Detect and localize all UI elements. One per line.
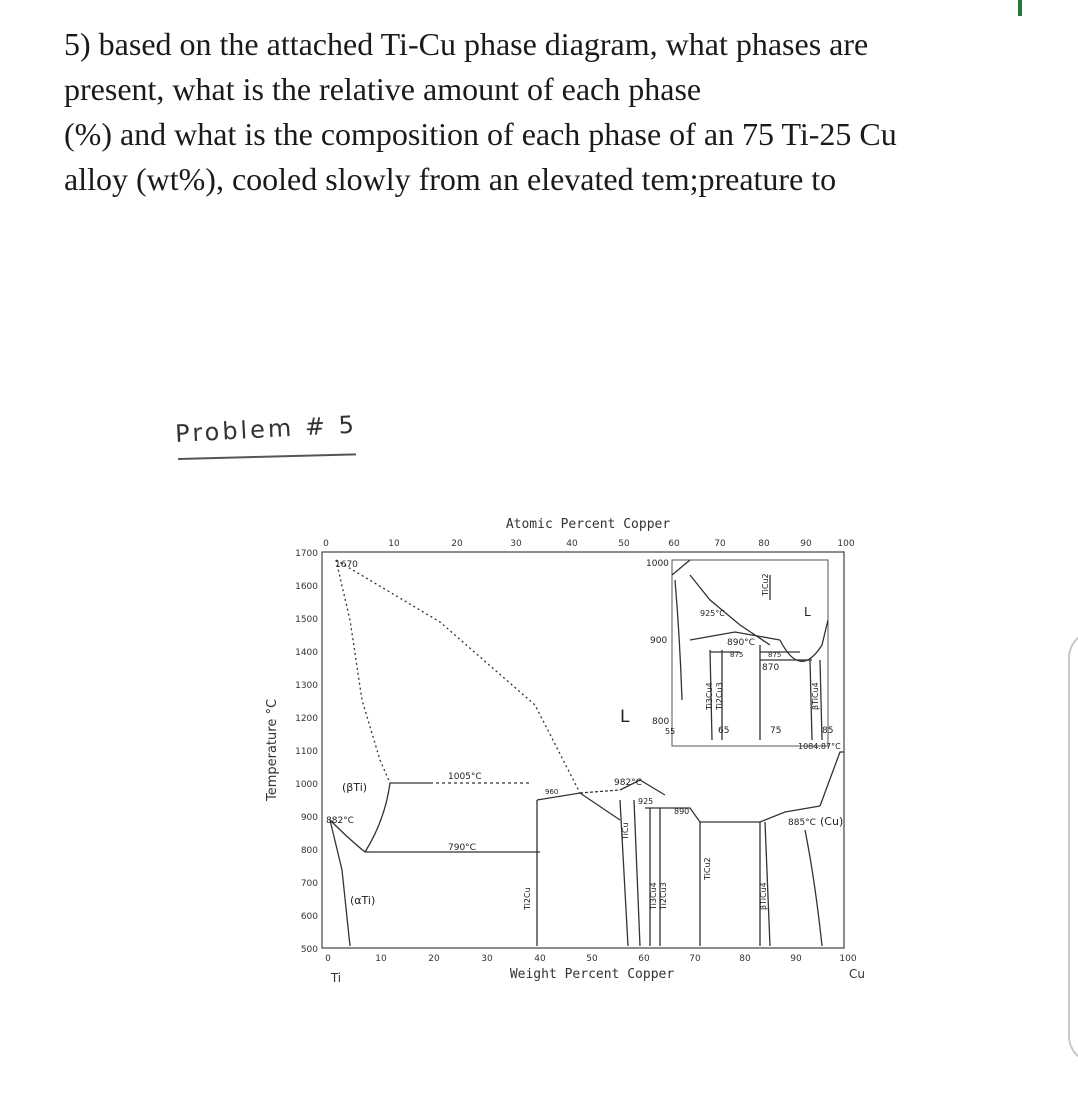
label-982: 982°C <box>614 778 642 788</box>
handwritten-problem-label: Problem # 5 <box>174 410 358 448</box>
y-tick: 1200 <box>295 714 318 724</box>
top-tick: 40 <box>566 539 578 549</box>
y-axis-title: Temperature °C <box>265 698 280 802</box>
label-beta-ti: (βTi) <box>342 781 368 794</box>
y-tick: 700 <box>300 879 318 889</box>
top-tick: 100 <box>837 539 855 549</box>
label-1000: 1000 <box>646 559 669 569</box>
label-890c: 890°C <box>727 638 755 648</box>
label-55: 55 <box>665 727 676 736</box>
bottom-tick: 0 <box>325 954 331 964</box>
beta-boundary <box>365 783 430 852</box>
eutectic-925-line <box>645 808 760 822</box>
bottom-tick: 50 <box>586 954 598 964</box>
label-ticu2-arrow: TiCu2 <box>761 573 770 596</box>
top-tick: 70 <box>714 539 726 549</box>
y-tick: 1400 <box>295 648 318 658</box>
y-tick: 1000 <box>295 780 318 790</box>
label-ticu4-lower: βTiCu4 <box>759 882 768 910</box>
y-tick: 500 <box>300 945 318 955</box>
label-ti2cu3-upper: Ti2Cu3 <box>715 682 724 710</box>
y-tick: 1300 <box>295 681 318 691</box>
bottom-tick-labels <box>325 954 857 964</box>
label-alpha-ti: (αTi) <box>350 894 376 907</box>
label-1005: 1005°C <box>448 772 482 782</box>
cu-liquidus <box>820 752 844 806</box>
label-liquid-mid: L <box>620 707 630 727</box>
label-ticu: TiCu <box>621 822 630 840</box>
label-ti2cu: Ti2Cu <box>523 887 532 910</box>
top-tick: 50 <box>618 539 630 549</box>
liquidus-left-dotted <box>336 560 390 783</box>
label-882: 882°C <box>326 816 354 826</box>
question-line-3: (%) and what is the composition of each phase of an 75 Ti-25 Cu <box>64 116 897 152</box>
label-cu-phase: (Cu) <box>820 815 844 828</box>
question-line-2: present, what is the relative amount of each phase <box>64 71 702 107</box>
question-line-1: 5) based on the attached Ti-Cu phase diagram, what phases are <box>64 26 869 62</box>
label-925: 925 <box>638 797 654 806</box>
label-885: 885°C <box>788 818 816 828</box>
y-tick: 1600 <box>295 582 318 592</box>
label-925c: 925°C <box>700 609 725 618</box>
bottom-tick: 30 <box>481 954 493 964</box>
bottom-tick: 100 <box>839 954 857 964</box>
y-tick: 1100 <box>295 747 318 757</box>
top-tick-labels <box>323 539 855 549</box>
question-line-4: alloy (wt%), cooled slowly from an elevated tem;preature to <box>64 161 837 197</box>
inset-top-edge <box>672 560 690 575</box>
label-75: 75 <box>770 726 782 736</box>
top-tick: 90 <box>800 539 812 549</box>
label-960: 960 <box>545 788 559 796</box>
label-800: 800 <box>652 717 670 727</box>
label-1084: 1084.87°C <box>798 742 841 751</box>
inset-right-liquidus <box>780 620 828 661</box>
label-ti2cu3-lower: Ti2Cu3 <box>659 882 668 910</box>
top-tick: 0 <box>323 539 329 549</box>
element-ti-label: Ti <box>330 971 342 985</box>
label-875-b: 875 <box>768 651 782 659</box>
bottom-tick: 90 <box>790 954 802 964</box>
label-ti3cu4-lower: Ti3Cu4 <box>649 882 658 910</box>
top-tick: 30 <box>510 539 522 549</box>
inset-left-liquidus <box>675 580 682 700</box>
alpha-solvus <box>330 820 350 946</box>
inset-frame <box>672 560 828 746</box>
y-tick: 900 <box>300 813 318 823</box>
eutectoid-line <box>330 820 540 852</box>
label-790: 790°C <box>448 843 476 853</box>
bottom-tick: 20 <box>428 954 440 964</box>
y-tick: 1700 <box>295 549 318 559</box>
bottom-tick: 40 <box>534 954 546 964</box>
y-tick: 1500 <box>295 615 318 625</box>
y-tick: 800 <box>300 846 318 856</box>
top-tick: 20 <box>451 539 463 549</box>
liquidus-upper-dotted <box>336 560 580 793</box>
top-axis-title: Atomic Percent Copper <box>505 517 671 532</box>
phase-labels <box>326 559 843 907</box>
ticu-right-boundary <box>634 800 640 946</box>
label-900: 900 <box>650 636 668 646</box>
label-1670: 1670 <box>335 560 358 570</box>
label-875-a: 875 <box>730 651 744 659</box>
peritectic-960-line <box>580 790 620 793</box>
label-65: 65 <box>718 726 730 736</box>
bottom-tick: 60 <box>638 954 650 964</box>
label-ticu4-upper: βTiCu4 <box>811 682 820 710</box>
label-liquid-right: L <box>804 605 811 619</box>
element-cu-label: Cu <box>849 967 865 981</box>
label-ti3cu4-upper: Ti3Cu4 <box>705 682 714 710</box>
top-tick: 10 <box>388 539 400 549</box>
label-ticu2: TiCu2 <box>703 857 712 880</box>
y-tick-labels <box>295 549 318 955</box>
bottom-tick: 80 <box>739 954 751 964</box>
bottom-tick: 70 <box>689 954 701 964</box>
label-870: 870 <box>762 663 780 673</box>
ticu-left-boundary <box>620 800 628 946</box>
label-890: 890 <box>674 807 690 816</box>
cu-solvus <box>805 830 822 946</box>
label-85: 85 <box>822 726 834 736</box>
top-tick: 80 <box>758 539 770 549</box>
bottom-axis-title: Weight Percent Copper <box>509 967 675 982</box>
top-tick: 60 <box>668 539 680 549</box>
y-tick: 600 <box>300 912 318 922</box>
bottom-tick: 10 <box>375 954 387 964</box>
liquidus-middle <box>537 793 620 820</box>
